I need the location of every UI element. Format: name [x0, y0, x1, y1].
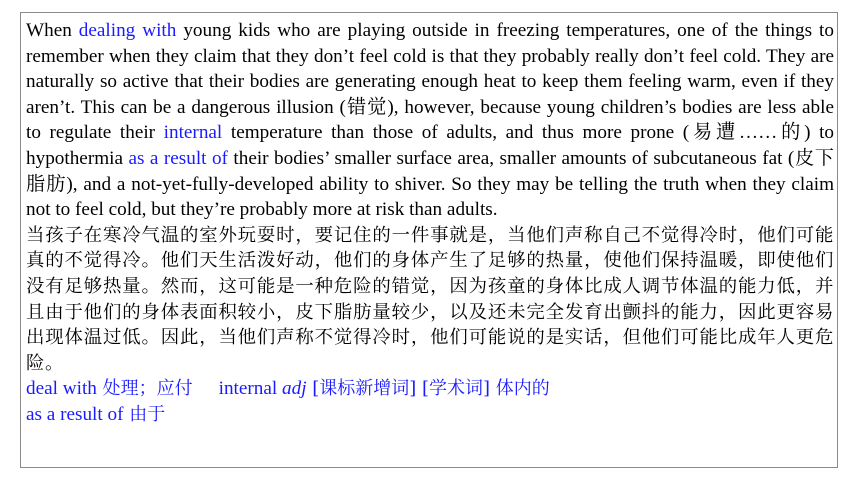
glossary-line-2: [26, 402, 834, 428]
english-passage: [26, 18, 834, 223]
gloss-term-deal-with: deal with: [26, 378, 97, 400]
passage-text-4: their bodies’ smaller surface area, smaller amounts of subcutaneous fat (皮下脂肪), and a not-yet-fully-developed ability to shiver. So they may be telling the truth when they claim not to feel cold, but they’re probably more at risk than adults.: [26, 147, 834, 221]
highlight-dealing-with: dealing with: [78, 20, 177, 41]
gloss-term-as-a-result-of: as a result of: [26, 403, 124, 425]
glossary-line-1: [26, 376, 834, 402]
gloss-term-internal: internal: [218, 378, 283, 400]
chinese-translation: 当孩子在寒冷气温的室外玩耍时，要记住的一件事就是，当他们声称自己不觉得冷时，他们可能真的不觉得冷。他们天生活泼好动，他们的身体产生了足够的热量，使他们保持温暖，即使他们没有足够热量。然而，这可能是一种危险的错觉，因为孩童的身体比成人调节体温的能力低，并且由于他们的身体表面积较小，皮下脂肪量较少，以及还未完全发育出颤抖的能力，因此更容易出现体温过低。因此，当他们声称不觉得冷时，他们可能说的是实话，但他们可能比成年人更危险。: [26, 224, 834, 374]
gloss-def-deal-with: 处理；应付: [96, 378, 193, 400]
gloss-def-as-a-result-of: 由于: [123, 403, 166, 425]
passage-text-3: temperature than those of adults, and thus more prone (易遭……的) to hypothermia: [26, 122, 834, 169]
gloss-pos-internal: adj: [282, 378, 307, 400]
passage-text-1: When: [26, 20, 79, 41]
highlight-internal: internal: [163, 122, 223, 144]
gloss-def-internal: [课标新增词] [学术词] 体内的: [306, 378, 550, 400]
passage-text-2: young kids who are playing outside in freezing temperatures, one of the things to remember when they claim that they don’t feel cold is that they probably really don’t feel cold. They are naturally so active that their bodies are generating enough heat to keep them feeling warm, even if they aren’t. This can be a dangerous illusion (错觉), however, because young children’s bodies are less able to regulate their: [26, 20, 834, 144]
document-body: [26, 18, 834, 428]
highlight-as-a-result-of: as a result of: [128, 147, 228, 169]
